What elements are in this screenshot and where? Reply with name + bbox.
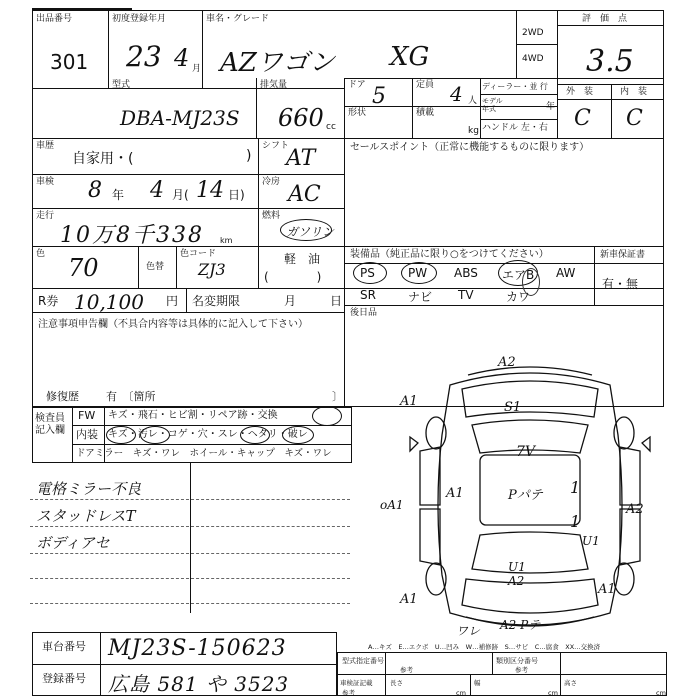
fuel-paren: ( ) <box>264 270 322 284</box>
spec-label-1: 型式指定番号 <box>342 657 384 665</box>
fuel-gasoline: ガソリン <box>286 225 335 239</box>
inspection-year-unit: 年 <box>112 188 125 202</box>
spec-cm-2: cm <box>548 689 558 697</box>
insp-row-int-label: 内装 <box>76 428 98 441</box>
inspection-month-unit: 月( <box>172 188 189 202</box>
handle-label: ハンドル 左・右 <box>482 123 548 133</box>
insp-fw-exchange-circle <box>312 406 342 426</box>
aftermarket-label: 後日品 <box>350 308 378 318</box>
interior-label: 内 装 <box>620 87 648 97</box>
insp-int-circle-2 <box>140 426 170 444</box>
grade: XG <box>390 42 430 72</box>
spec-label-7: 幅 <box>474 679 481 687</box>
shape-label: 形状 <box>348 108 367 118</box>
use-label: 車歴 <box>36 141 55 151</box>
type-code: DBA-MJ23S <box>120 106 240 130</box>
mark-crack: ワレ <box>456 624 481 638</box>
equip-leather: カワ <box>506 290 531 304</box>
insp-int-circle-4 <box>282 426 314 444</box>
use-close: ) <box>246 148 252 164</box>
first-reg-label: 初度登録年月 <box>112 14 167 24</box>
displacement-label: 排気量 <box>260 80 288 90</box>
fuel-gasoline-circle <box>280 219 335 241</box>
damage-legend: A…キズ E…エクボ U…凹み W…補修跡 S…サビ C…腐食 XX…交換済 <box>368 643 601 651</box>
insp-row-fw-text: キズ・飛石・ヒビ割・リペア跡・交換 <box>108 410 278 421</box>
inspection-month: 4 <box>150 178 164 203</box>
name-change-day: 日 <box>330 294 343 308</box>
recycle-label: R券 <box>38 294 59 308</box>
equip-navi: ナビ <box>408 290 433 304</box>
equip-ps: PS <box>360 266 375 280</box>
equip-pw-circle <box>401 262 437 284</box>
lot-number: 301 <box>50 50 89 74</box>
exterior-grade: C <box>574 106 591 131</box>
year-unit: 年 <box>546 102 556 112</box>
yen-unit: 円 <box>166 294 179 308</box>
color-code: ZJ3 <box>198 260 226 279</box>
mark-u1-center: U1 <box>508 560 526 574</box>
mark-7v: 7V <box>516 444 536 460</box>
load-label: 積載 <box>416 108 435 118</box>
inspection-day: 14 <box>196 178 224 203</box>
type-label: 型式 <box>112 80 131 90</box>
shift-value: AT <box>286 146 316 171</box>
spec-label-5: 車検証記載 <box>340 679 373 687</box>
mark-a1-bottom-right: A1 <box>598 582 616 597</box>
registration-label: 登録番号 <box>42 672 86 685</box>
spec-label-4: 参考 <box>515 666 528 674</box>
door-value: 5 <box>372 84 386 109</box>
color-value: 70 <box>68 254 99 282</box>
month-unit: 月 <box>192 64 202 74</box>
new-warranty-value: 有・無 <box>602 277 639 291</box>
hand-note-3: ボディアセ <box>36 534 110 552</box>
spec-cm-3: cm <box>656 689 666 697</box>
mark-one-a: 1 <box>570 478 581 497</box>
recycle-value: 10,100 <box>74 290 144 314</box>
mark-a1-bottom-left: A1 <box>400 592 418 607</box>
mark-u1-right: U1 <box>582 534 600 548</box>
new-warranty-label: 新車保証書 <box>600 250 646 260</box>
mark-putty: Pパテ <box>508 488 543 503</box>
door-label: ドア <box>348 80 366 90</box>
equip-tv: TV <box>458 288 474 302</box>
mark-a2-top: A2 <box>498 355 516 370</box>
equip-navi-mark <box>522 268 540 296</box>
inspection-label: 車検 <box>36 177 55 187</box>
equip-abs: ABS <box>454 266 478 280</box>
shift-label: シフト <box>262 141 290 151</box>
repair-label: 修復歴 <box>46 390 79 403</box>
mileage-label: 走行 <box>36 211 55 221</box>
sales-point-label: セールスポイント（正常に機能するものに限ります） <box>350 142 590 153</box>
equip-ps-circle <box>353 262 387 284</box>
mark-a2-center: A2 <box>508 574 525 588</box>
fuel-label: 燃料 <box>262 211 281 221</box>
exterior-label: 外 装 <box>566 87 594 97</box>
insp-int-circle-1 <box>106 426 136 444</box>
capacity-value: 4 <box>450 82 463 106</box>
registration-value: 広島 581 や 3523 <box>108 672 290 696</box>
kg-unit: kg <box>468 126 479 136</box>
ac-value: AC <box>288 182 321 207</box>
mark-s1: S1 <box>504 400 522 415</box>
equip-sr: SR <box>360 288 376 302</box>
inspector-label: 検査員 記入欄 <box>35 413 65 436</box>
mark-one-b: 1 <box>570 512 581 531</box>
use-value: 自家用・( <box>72 151 134 167</box>
insp-int-circle-3 <box>240 426 270 444</box>
mark-a2-right: A2 <box>626 502 644 517</box>
repair-close: 〕 <box>332 390 343 403</box>
spec-label-9: 参考 <box>342 689 355 697</box>
equip-pw: PW <box>408 266 428 280</box>
displacement-unit: cc <box>326 122 336 132</box>
name-change-month: 月 <box>284 294 297 308</box>
dealer-label: ディーラー・並 行 <box>482 82 548 91</box>
hand-note-1: 電格ミラー不良 <box>36 480 142 498</box>
first-reg-year: 23 <box>126 40 162 73</box>
spec-label-3: 参考 <box>400 666 413 674</box>
capacity-unit: 人 <box>468 96 478 106</box>
repair-value: 有 〔箇所 <box>106 390 156 403</box>
drive-4wd: 4WD <box>522 54 544 64</box>
color-change-label: 色替 <box>146 262 165 272</box>
mark-a1-mid: A1 <box>446 486 464 501</box>
lot-label: 出品番号 <box>36 14 73 24</box>
insp-row-int-text: キズ・汚レ・コゲ・穴・スレ・ヘタリ・破レ <box>108 429 308 440</box>
chassis-label: 車台番号 <box>42 640 86 653</box>
model-label: 車名・グレード <box>206 14 270 24</box>
model-name: AZワゴン <box>220 48 335 78</box>
score-label: 評 価 点 <box>582 14 628 24</box>
spec-label-2: 類別区分番号 <box>496 657 538 665</box>
ac-label: 冷房 <box>262 177 281 187</box>
drive-2wd: 2WD <box>522 28 544 38</box>
equipment-label: 装備品（純正品に限り○をつけてください） <box>350 249 549 260</box>
mark-oa1: oA1 <box>380 498 404 512</box>
top-rule <box>32 8 132 11</box>
interior-grade: C <box>626 106 643 131</box>
spec-label-6: 長さ <box>390 679 403 687</box>
equip-airbag: エアB <box>502 268 535 282</box>
first-reg-month: 4 <box>174 44 190 72</box>
mark-a2-bottom: A2 Pテ <box>500 618 541 632</box>
hand-note-2: スタッドレスT <box>36 507 136 525</box>
inspection-day-unit: 日) <box>228 188 245 202</box>
model-year-label: モデル 年式 <box>482 97 503 113</box>
name-change-label: 名変期限 <box>192 294 241 308</box>
score-value: 3.5 <box>586 44 634 79</box>
displacement-value: 660 <box>278 104 324 132</box>
insp-row-fw-label: FW <box>78 409 96 422</box>
notes-label: 注意事項申告欄（不具合内容等は具体的に記入して下さい） <box>38 319 308 330</box>
insp-row-mirror-text: ドアミラー キズ・ワレ ホイール・キャップ キズ・ワレ <box>76 448 332 459</box>
mark-a1-left: A1 <box>400 394 418 409</box>
chassis-value: MJ23S-150623 <box>108 636 287 661</box>
inspection-year: 8 <box>88 178 102 203</box>
color-code-label: 色コード <box>180 249 217 259</box>
spec-label-8: 高さ <box>564 679 577 687</box>
mileage-value: 10万8千338 <box>60 223 204 248</box>
capacity-label: 定員 <box>416 80 435 90</box>
equip-aw: AW <box>556 266 576 280</box>
spec-cm-1: cm <box>456 689 466 697</box>
fuel-diesel: 軽 油 <box>284 252 321 266</box>
color-label: 色 <box>36 249 46 259</box>
km-unit: km <box>220 236 233 245</box>
